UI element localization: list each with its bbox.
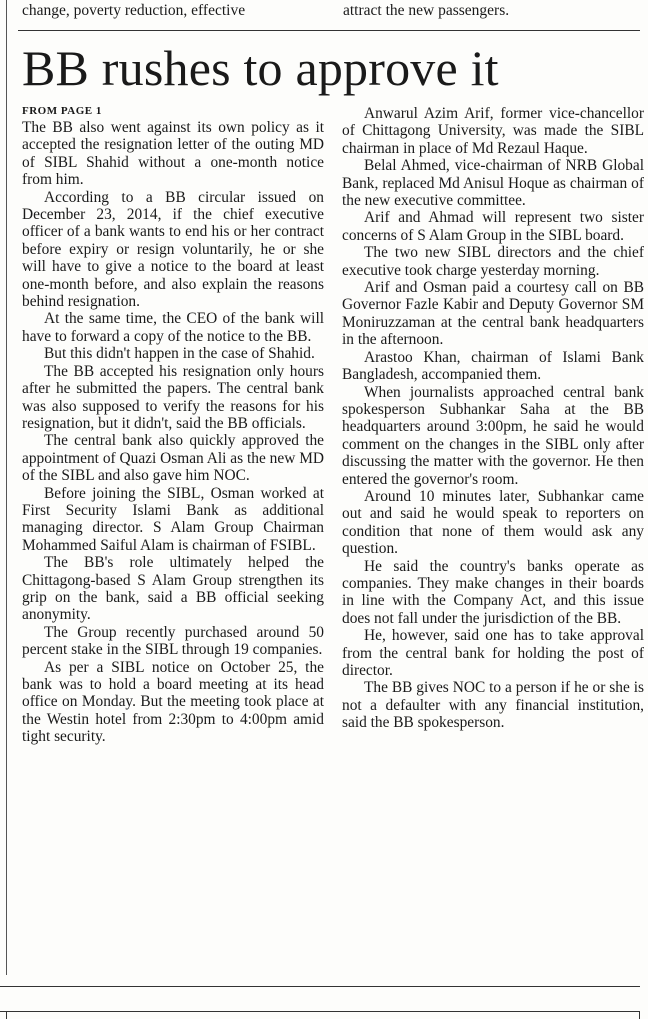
- paragraph: But this didn't happen in the case of Shahid.: [44, 345, 315, 363]
- paragraph: The BB gives NOC to a person if he or she is not a defaulter with any financial institution, said the BB spokesperson.: [342, 679, 644, 732]
- article-column-right: [342, 102, 644, 732]
- paragraph: The central bank also quickly approved the appointment of Quazi Osman Ali as the new MD of the SIBL and also gave him NOC.: [22, 432, 324, 485]
- paragraph: Belal Ahmed, vice-chairman of NRB Global Bank, replaced Md Anisul Hoque as chairman of the new executive committee.: [342, 157, 644, 210]
- previous-article-strip: [18, 0, 640, 31]
- paragraph: He said the country's banks operate as companies. They make changes in their boards in line with the Company Act, and this issue does not fall under the jurisdiction of the BB.: [342, 557, 644, 627]
- paragraph: The BB's role ultimately helped the Chittagong-based S Alam Group strengthen its grip on the bank, said a BB official seeking anonymity.: [22, 554, 324, 624]
- paragraph: Arif and Osman paid a courtesy call on BB Governor Fazle Kabir and Deputy Governor SM Moniruzzaman at the central bank headquarters in the afternoon.: [342, 279, 644, 349]
- paragraph: The Group recently purchased around 50 percent stake in the SIBL through 19 companies.: [22, 623, 324, 659]
- paragraph: Before joining the SIBL, Osman worked at First Security Islami Bank as additional managing director. S Alam Group Chairman Mohammed Saiful Alam is chairman of FSIBL.: [22, 484, 324, 554]
- paragraph: When journalists approached central bank spokesperson Subhankar Saha at the BB headquarters around 3:00pm, he said he would comment on the changes in the SIBL only after discussing the matter with the governor. He then entered the governor's room.: [342, 383, 644, 488]
- next-section-border-left: [6, 1011, 7, 1019]
- previous-article-fragment-left: change, poverty reduction, effective: [22, 2, 246, 19]
- paragraph: He, however, said one has to take approval from the central bank for holding the post of director.: [342, 627, 644, 679]
- previous-article-fragment-right: attract the new passengers.: [343, 2, 510, 19]
- next-section-border: [0, 1011, 640, 1012]
- paragraph: Arif and Ahmad will represent two sister concerns of S Alam Group in the SIBL board.: [342, 209, 644, 244]
- column-rule: [6, 0, 7, 975]
- paragraph: Arastoo Khan, chairman of Islami Bank Bangladesh, accompanied them.: [342, 348, 644, 384]
- paragraph: Anwarul Azim Arif, former vice-chancellor of Chittagong University, was made the SIBL chairman in place of Md Rezaul Haque.: [342, 105, 644, 157]
- paragraph: At the same time, the CEO of the bank will have to forward a copy of the notice to the BB.: [22, 310, 324, 345]
- headline: BB rushes to approve it: [22, 40, 499, 96]
- paragraph: Around 10 minutes later, Subhankar came out and said he would speak to reporters on condition that none of them would ask any question.: [342, 487, 644, 558]
- section-divider: [0, 986, 640, 987]
- paragraph: The BB also went against its own policy as it accepted the resignation letter of the outing MD of SIBL Shahid without a one-month notice from him.: [22, 119, 324, 189]
- paragraph: As per a SIBL notice on October 25, the bank was to hold a board meeting at its head office on Monday. But the meeting took place at the Westin hotel from 2:30pm to 4:00pm amid tight security.: [22, 658, 324, 746]
- paragraph: The BB accepted his resignation only hours after he submitted the papers. The central bank was also supposed to verify the reasons for his resignation, but it didn't, said the BB officials.: [22, 362, 324, 432]
- kicker: FROM PAGE 1: [22, 105, 102, 117]
- paragraph: According to a BB circular issued on December 23, 2014, if the chief executive officer of a bank wants to end his or her contract before expiry or resign voluntarily, he or she will have to give a notice to the board at least one-month before, and also explain the reasons behind resignation.: [22, 188, 324, 311]
- next-section-border-right: [639, 1011, 640, 1019]
- article-column-left: [22, 102, 324, 746]
- paragraph: The two new SIBL directors and the chief executive took charge yesterday morning.: [342, 244, 644, 279]
